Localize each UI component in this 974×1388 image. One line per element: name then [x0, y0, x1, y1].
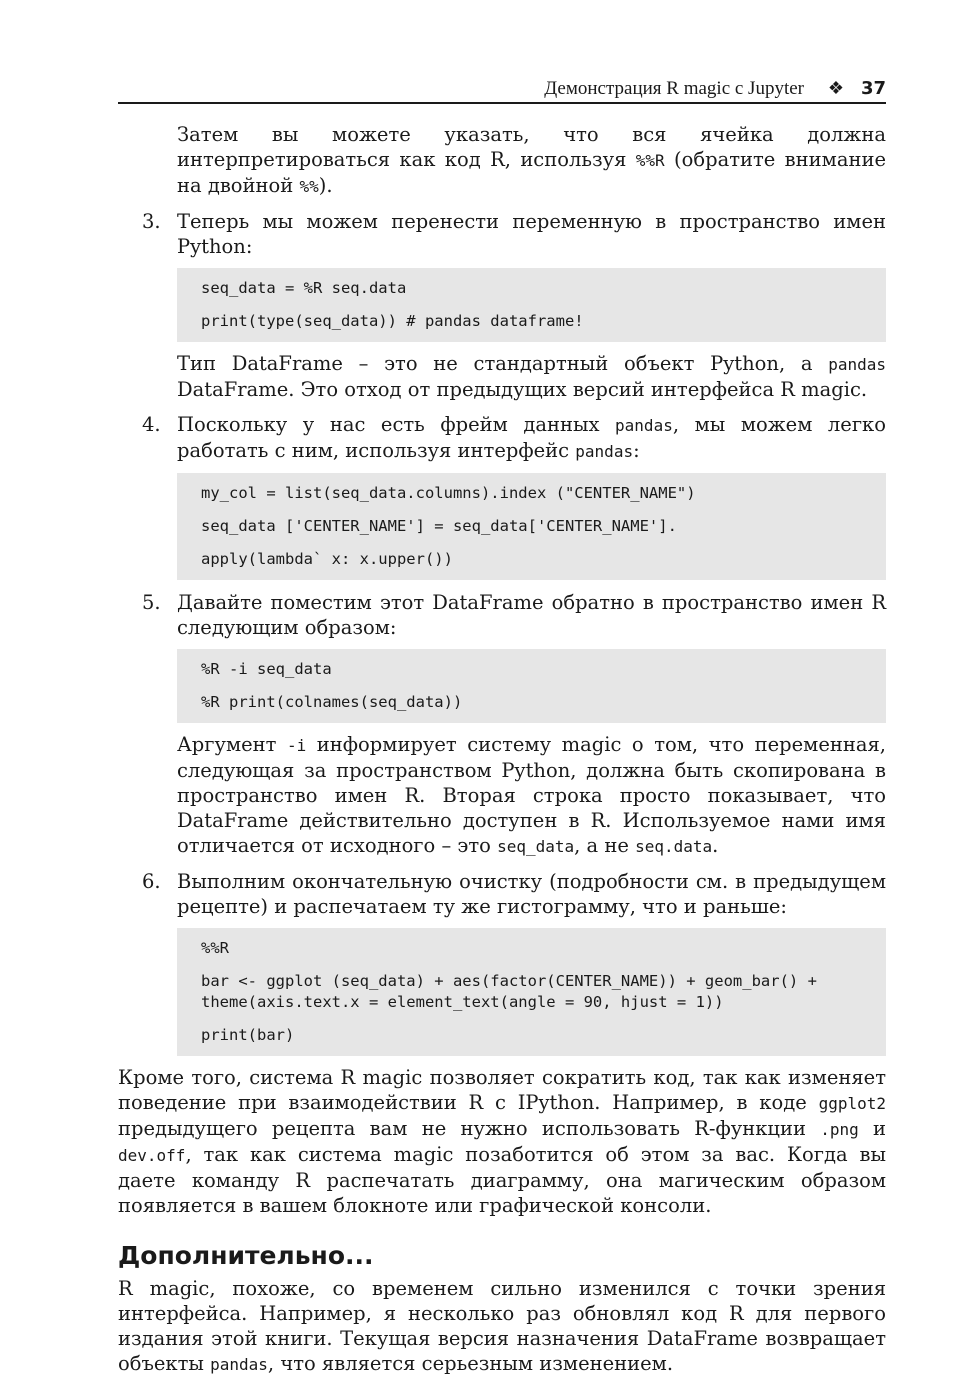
step-3: 3. Теперь мы можем перенести переменную в пространство имен Python:: [142, 210, 886, 258]
code-line: bar <- ggplot (seq_data) + aes(factor(CENTER_NAME)) + geom_bar() +: [201, 972, 817, 990]
inline-code: .png: [820, 1120, 859, 1139]
inline-code: %%R: [635, 151, 665, 170]
code-line: print(type(seq_data)) # pandas dataframe!: [201, 312, 584, 330]
step-3-explanation: Тип DataFrame – это не стандартный объект Python, а pandas DataFrame. Это отход от предыдущих версий интерфейса R magic.: [177, 352, 886, 401]
inline-code: -i: [286, 736, 307, 755]
step-5: 5. Давайте поместим этот DataFrame обратно в пространство имен R следующим образом:: [142, 591, 886, 639]
main-content: [118, 122, 886, 1377]
header-rule: [118, 102, 886, 104]
code-line: seq_data = %R seq.data: [201, 279, 407, 297]
inline-code: seq.data: [635, 837, 713, 856]
header-title: Демонстрация R magic с Jupyter: [544, 78, 804, 99]
code-line: %R -i seq_data: [201, 660, 332, 678]
code-line: apply(lambda` x: x.upper()): [201, 550, 453, 568]
code-line: %%R: [201, 939, 229, 957]
code-line: theme(axis.text.x = element_text(angle = 90, hjust = 1)): [201, 993, 724, 1011]
code-block-step-5: [177, 649, 886, 723]
step-number: 6.: [142, 870, 161, 893]
step-number: 4.: [142, 413, 161, 436]
inline-code: seq_data: [497, 837, 575, 856]
code-line: my_col = list(seq_data.columns).index ("CENTER_NAME"): [201, 484, 696, 502]
ornament-icon: ❖: [827, 78, 844, 98]
step-number: 5.: [142, 591, 161, 614]
inline-code: pandas: [210, 1355, 268, 1374]
inline-code: %%: [299, 177, 319, 196]
step-6: 6. Выполним окончательную очистку (подробности см. в предыдущем рецепте) и распечатаем ту же гистограмму, что и раньше:: [142, 870, 886, 918]
page-number: 37: [860, 78, 886, 99]
code-block-step-4: [177, 473, 886, 580]
step-number: 3.: [142, 210, 161, 233]
inline-code: ggplot2: [818, 1094, 886, 1113]
closing-paragraph: Кроме того, система R magic позволяет сократить код, так как изменяет поведение при взаимодействии R с IPython. Например, в коде ggplot2 предыдущего рецепта вам не нужно использовать R-функции .png и dev.off, так как система magic позаботится об этом за вас. Когда вы даете команду R распечатать диаграмму, она магическим образом появляется в вашем блокноте или графической консоли.: [118, 1066, 886, 1217]
inline-code: pandas: [828, 355, 886, 374]
running-header: [118, 78, 886, 102]
code-line: print(bar): [201, 1026, 295, 1044]
code-block-step-3: [177, 268, 886, 342]
section-paragraph: R magic, похоже, со временем сильно изменился с точки зрения интерфейса. Например, я несколько раз обновлял код R для первого издания этой книги. Текущая версия назначения DataFrame возвращает объекты pandas, что является серьезным изменением.: [118, 1277, 886, 1375]
section-heading: Дополнительно...: [118, 1241, 374, 1270]
inline-code: pandas: [615, 416, 673, 435]
step-5-explanation: Аргумент -i информирует систему magic о том, что переменная, следующая за пространством Python, должна быть скопирована в пространство имен R. Вторая строка просто показывает, что DataFrame действительно доступен в R. Используемое нами имя отличается от исходного – это seq_data, а не seq.data.: [177, 733, 886, 857]
code-line: seq_data ['CENTER_NAME'] = seq_data['CENTER_NAME'].: [201, 517, 677, 535]
inline-code: dev.off: [118, 1146, 186, 1165]
step-4: 4. Поскольку у нас есть фрейм данных pandas, мы можем легко работать с ним, используя интерфейс pandas:: [142, 413, 886, 462]
code-line: %R print(colnames(seq_data)): [201, 693, 463, 711]
inline-code: pandas: [575, 442, 634, 461]
code-block-step-6: [177, 928, 886, 1056]
intro-paragraph: Затем вы можете указать, что вся ячейка должна интерпретироваться как код R, используя %%R (обратите внимание на двойной %%).: [177, 123, 886, 197]
